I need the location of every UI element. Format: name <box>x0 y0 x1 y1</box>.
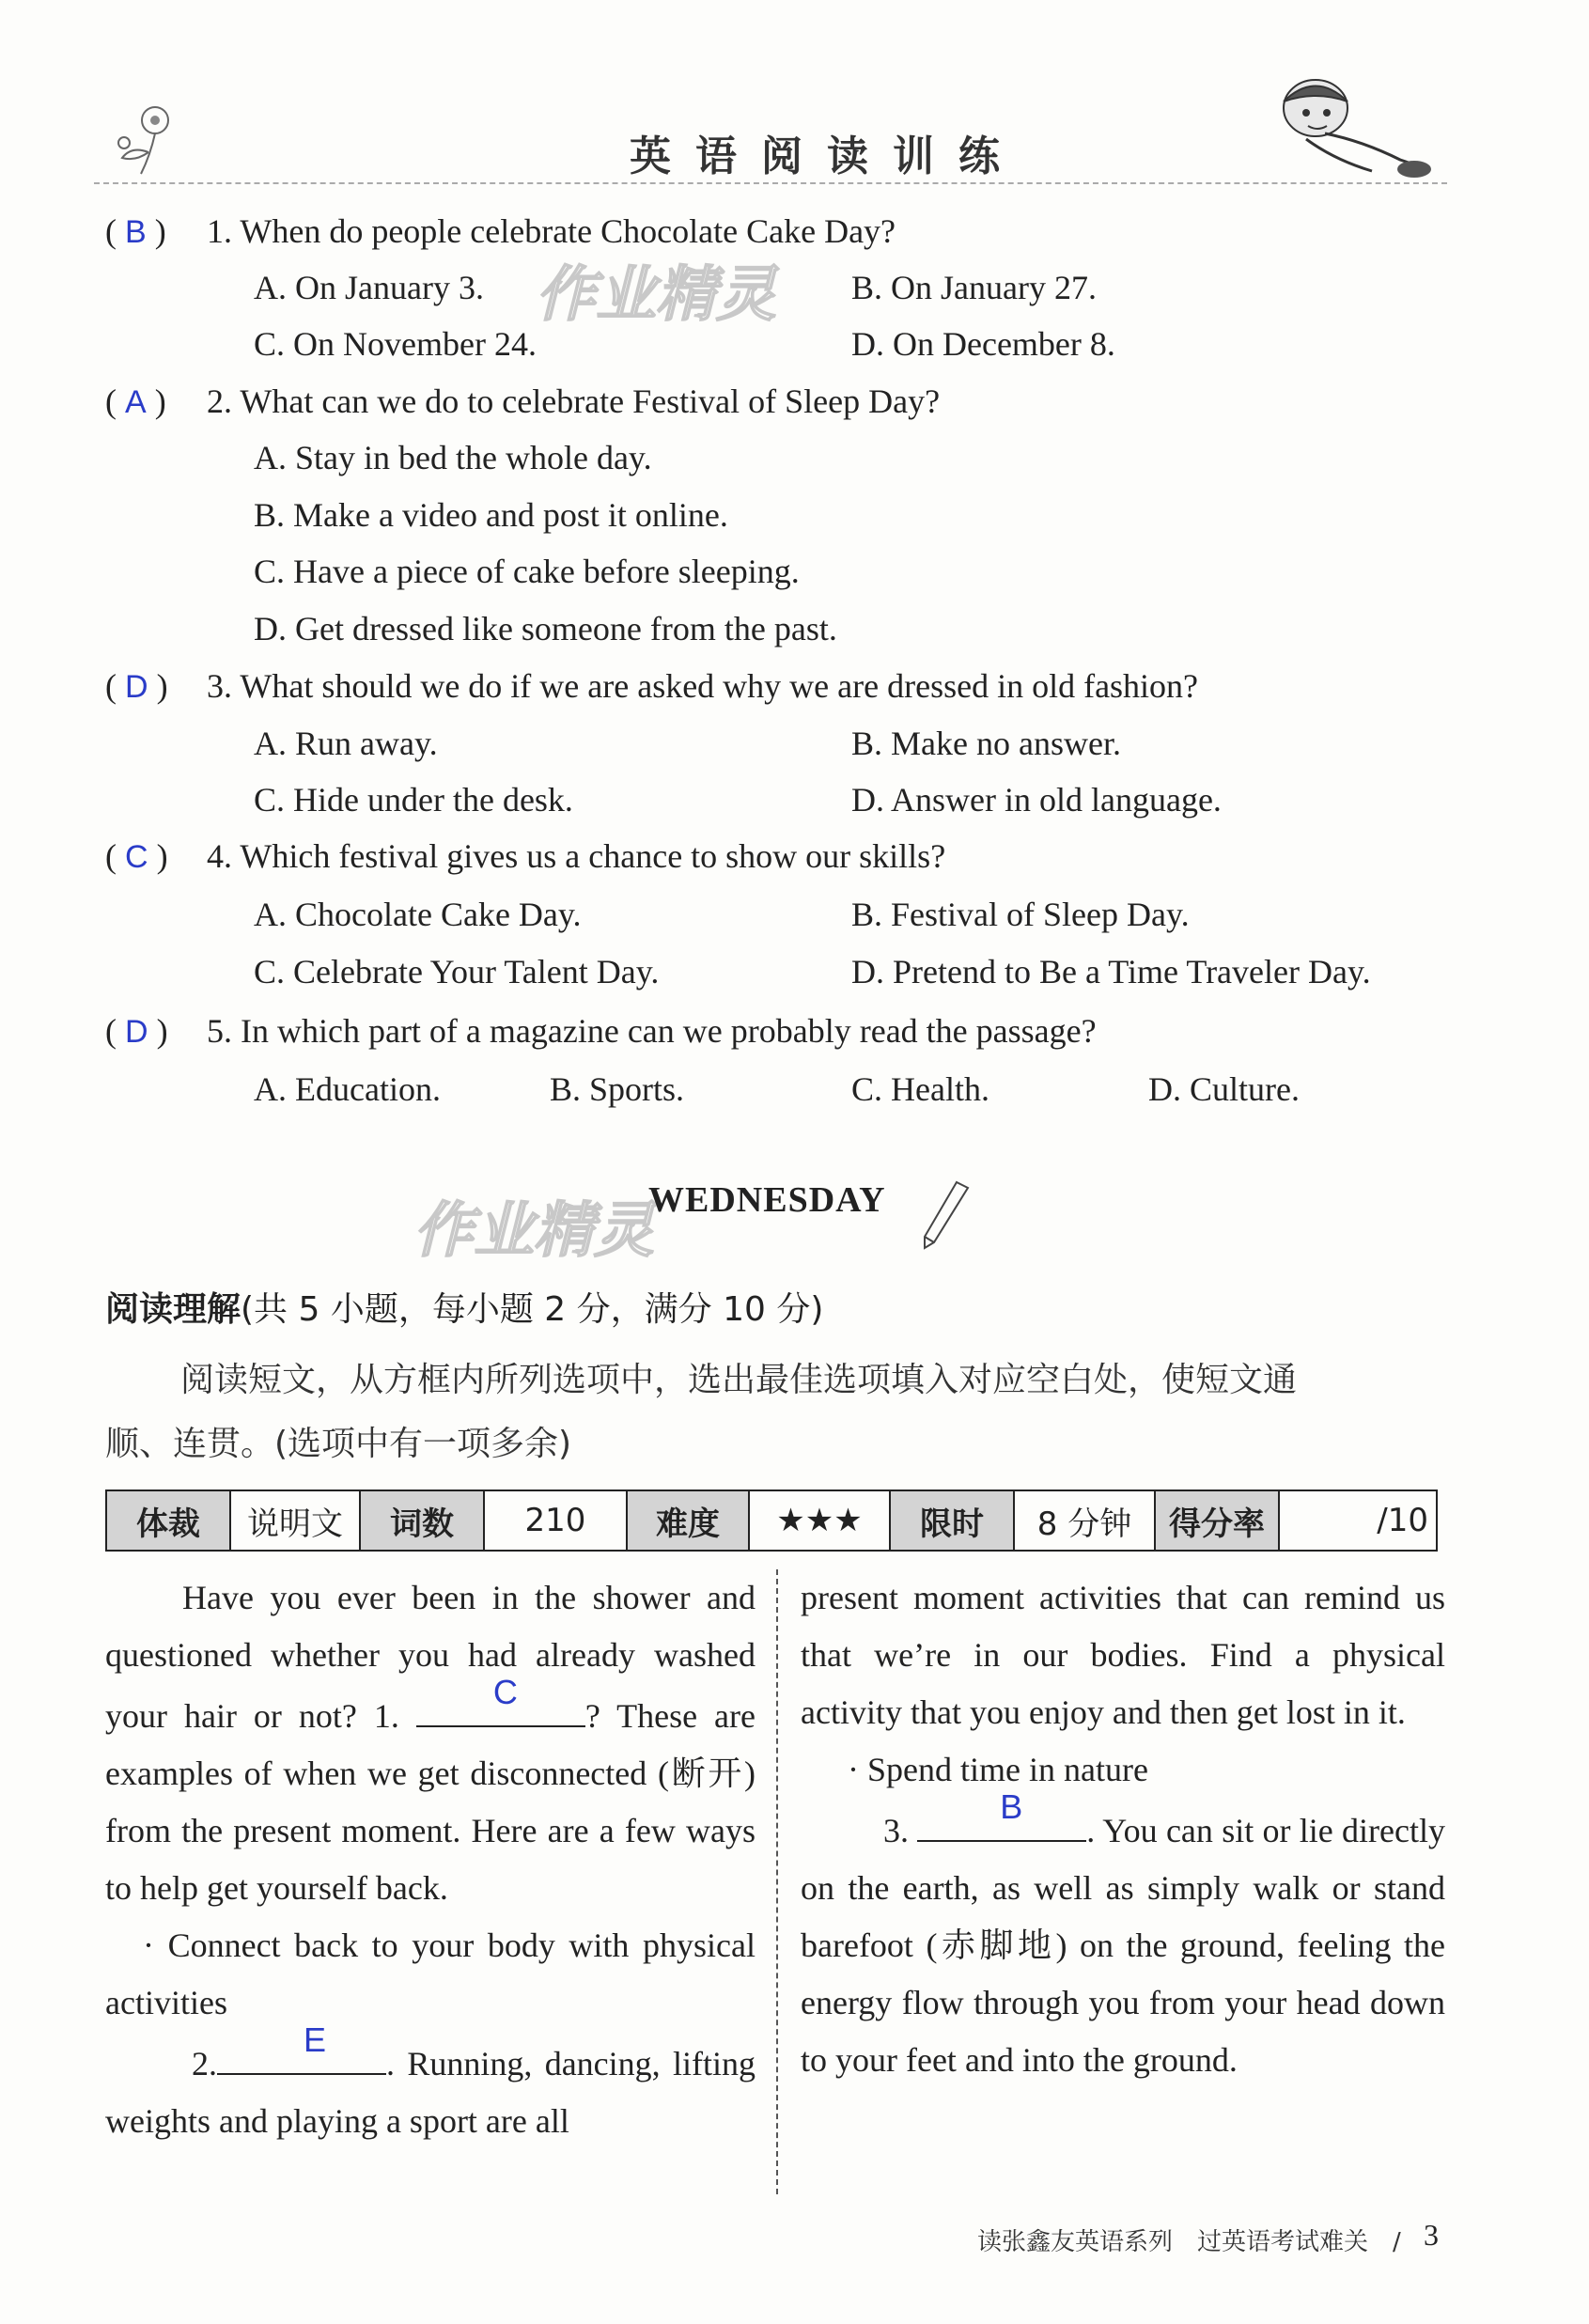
option-2b: B. Make a video and post it online. <box>254 496 728 534</box>
question-1: ( B ) 1. When do people celebrate Chocolate Cake Day? <box>105 212 896 250</box>
question-number: 5 <box>207 1012 224 1050</box>
header-title: 英语阅读训练 <box>630 133 1024 180</box>
blank-3[interactable] <box>917 1787 1086 1842</box>
blank-2-answer: E <box>304 2020 327 2059</box>
passage-heading-2: · Spend time in nature <box>848 1751 1148 1788</box>
words-value: 210 <box>485 1491 628 1550</box>
info-table <box>105 1490 1438 1552</box>
option-3c: C. Hide under the desk. <box>254 781 573 819</box>
words-label: 词数 <box>361 1491 485 1550</box>
passage-left-column <box>105 1569 756 2150</box>
question-text: Which festival gives us a chance to show our skills? <box>240 837 946 875</box>
option-4b: B. Festival of Sleep Day. <box>851 896 1190 933</box>
section-title-bold: 阅读理解 <box>105 1290 241 1329</box>
question-text: In which part of a magazine can we probably read the passage? <box>241 1012 1097 1050</box>
option-3a: A. Run away. <box>254 725 438 762</box>
difficulty-label: 难度 <box>628 1491 750 1550</box>
answer-4: C <box>125 839 148 875</box>
question-number: 4 <box>207 837 224 875</box>
option-3d: D. Answer in old language. <box>851 781 1222 819</box>
passage-heading-1: · Connect back to your body with physical activities <box>105 1926 756 2021</box>
passage-paragraph-2-cont: present moment activities that can remind us that we’re in our bodies. Find a physical activity that you enjoy and then get lost in it. <box>801 1579 1445 1731</box>
answer-bracket: ( A ) <box>105 382 166 420</box>
column-divider <box>776 1569 778 2194</box>
option-5b: B. Sports. <box>550 1070 685 1108</box>
option-4c: C. Celebrate Your Talent Day. <box>254 953 660 990</box>
question-4: ( C ) 4. Which festival gives us a chance to show our skills? <box>105 837 946 875</box>
time-label: 限时 <box>891 1491 1015 1550</box>
option-5a: A. Education. <box>254 1070 441 1108</box>
option-2a: A. Stay in bed the whole day. <box>254 439 652 476</box>
answer-bracket: ( C ) <box>105 837 168 875</box>
blank-1-answer: C <box>492 1673 518 1711</box>
option-2d: D. Get dressed like someone from the past. <box>254 610 837 647</box>
instruction-line-2: 顺、连贯。(选项中有一项多余) <box>105 1425 572 1463</box>
instruction-line-1: 阅读短文，从方框内所列选项中，选出最佳选项填入对应空白处，使短文通 <box>180 1361 1298 1399</box>
answer-3: D <box>125 669 148 705</box>
question-2: ( A ) 2. What can we do to celebrate Festival of Sleep Day? <box>105 382 941 420</box>
page-header <box>94 85 1447 197</box>
option-3b: B. Make no answer. <box>851 725 1121 762</box>
option-5d: D. Culture. <box>1148 1070 1300 1108</box>
option-1d: D. On December 8. <box>851 325 1115 363</box>
score-label: 得分率 <box>1156 1491 1280 1550</box>
time-value: 8 分钟 <box>1015 1491 1156 1550</box>
question-text: When do people celebrate Chocolate Cake Day? <box>240 212 896 250</box>
passage-paragraph-1: Have you ever been in the shower and questioned whether you had already washed your hair or not? 1. C ? These are examples of when we get disconnected (断开) from the present moment. Here are a few ways to help get yourself back. <box>105 1579 756 1907</box>
page-number: 3 <box>1424 2218 1439 2252</box>
genre-value: 说明文 <box>231 1491 361 1550</box>
answer-2: A <box>125 384 147 420</box>
answer-1: B <box>125 214 147 250</box>
option-1a: A. On January 3. <box>254 269 484 306</box>
option-1b: B. On January 27. <box>851 269 1097 306</box>
pencil-icon <box>902 1175 977 1250</box>
section-title <box>105 1283 823 1331</box>
option-5c: C. Health. <box>851 1070 989 1108</box>
question-text: What should we do if we are asked why we are dressed in old fashion? <box>240 667 1199 705</box>
blank-2[interactable] <box>217 2020 386 2075</box>
blank-1[interactable] <box>416 1673 585 1727</box>
section-title-rest: (共 5 小题，每小题 2 分，满分 10 分) <box>241 1290 824 1329</box>
question-3: ( D ) 3. What should we do if we are asked why we are dressed in old fashion? <box>105 667 1199 705</box>
score-value: /10 <box>1377 1502 1428 1539</box>
genre-label: 体裁 <box>107 1491 231 1550</box>
answer-bracket: ( D ) <box>105 1012 168 1050</box>
option-1c: C. On November 24. <box>254 325 537 363</box>
footer-series: 读张鑫友英语系列 过英语考试难关 / <box>977 2228 1401 2256</box>
option-4a: A. Chocolate Cake Day. <box>254 896 582 933</box>
passage-paragraph-2: 2. E . Running, dancing, lifting weights and playing a sport are all <box>105 2032 756 2150</box>
question-5: ( D ) 5. In which part of a magazine can we probably read the passage? <box>105 1012 1097 1050</box>
question-number: 1 <box>207 212 224 250</box>
watermark: 作业精灵 <box>536 260 776 330</box>
passage-right-column <box>801 1569 1445 2089</box>
answer-bracket: ( D ) <box>105 667 168 705</box>
answer-5: D <box>125 1014 148 1050</box>
flower-icon <box>103 94 188 179</box>
watermark: 作业精灵 <box>413 1196 654 1266</box>
difficulty-stars: ★★★ <box>750 1491 891 1550</box>
cartoon-kid-icon <box>1250 66 1438 188</box>
question-text: What can we do to celebrate Festival of Sleep Day? <box>240 382 941 420</box>
question-number: 2 <box>207 382 224 420</box>
answer-bracket: ( B ) <box>105 212 166 250</box>
option-2c: C. Have a piece of cake before sleeping. <box>254 553 800 590</box>
question-number: 3 <box>207 667 224 705</box>
passage-paragraph-3: 3. B . You can sit or lie directly on the earth, as well as simply walk or stand barefoot (赤脚地) on the ground, feeling the energy flow through you from your head down to your feet and into the ground. <box>801 1799 1445 2089</box>
option-4d: D. Pretend to Be a Time Traveler Day. <box>851 953 1371 990</box>
blank-3-answer: B <box>1000 1787 1023 1826</box>
section-day-title: WEDNESDAY <box>648 1180 886 1220</box>
header-divider <box>94 182 1447 184</box>
